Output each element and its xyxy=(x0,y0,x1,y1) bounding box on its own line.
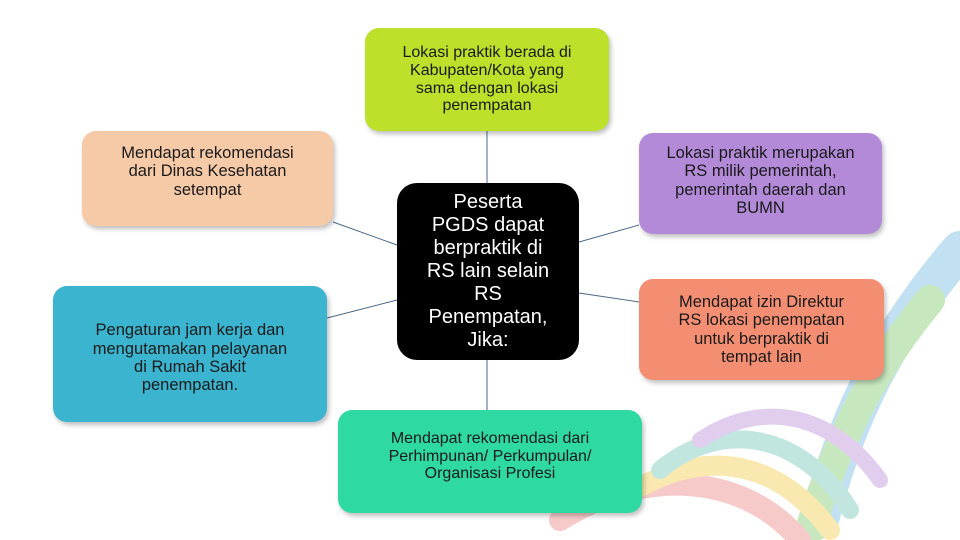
node-rekomendasi-organisasi-text: Mendapat rekomendasi dari Perhimpunan/ Perkumpulan/ Organisasi Profesi xyxy=(388,429,592,483)
center-node-peserta-pgds xyxy=(397,183,579,360)
node-pengaturan-jam-kerja xyxy=(53,286,327,422)
node-izin-direktur-text: Mendapat izin Direktur RS lokasi penempatan untuk berpraktik di tempat lain xyxy=(678,292,845,366)
node-pengaturan-jam-kerja-text: Pengaturan jam kerja dan mengutamakan pelayanan di Rumah Sakit penempatan. xyxy=(92,321,288,395)
node-lokasi-kabupaten-text: Lokasi praktik berada di Kabupaten/Kota yang sama dengan lokasi penempatan xyxy=(402,43,572,115)
node-rekomendasi-organisasi xyxy=(338,410,642,513)
node-rekomendasi-dinas xyxy=(82,131,333,226)
connector-bottom-right xyxy=(579,293,639,302)
node-izin-direktur xyxy=(639,279,884,380)
connector-bottom-left xyxy=(327,300,397,318)
node-rs-milik-pemerintah xyxy=(639,133,882,234)
connector-top-right xyxy=(579,225,639,242)
node-rekomendasi-dinas-text: Mendapat rekomendasi dari Dinas Kesehatan setempat xyxy=(121,143,294,199)
connector-top-left xyxy=(333,222,397,245)
node-lokasi-kabupaten xyxy=(365,28,609,131)
node-rs-milik-pemerintah-text: Lokasi praktik merupakan RS milik pemerintah, pemerintah daerah dan BUMN xyxy=(666,143,855,217)
center-node-text: Peserta PGDS dapat berpraktik di RS lain selain RS Penempatan, Jika: xyxy=(426,191,550,351)
